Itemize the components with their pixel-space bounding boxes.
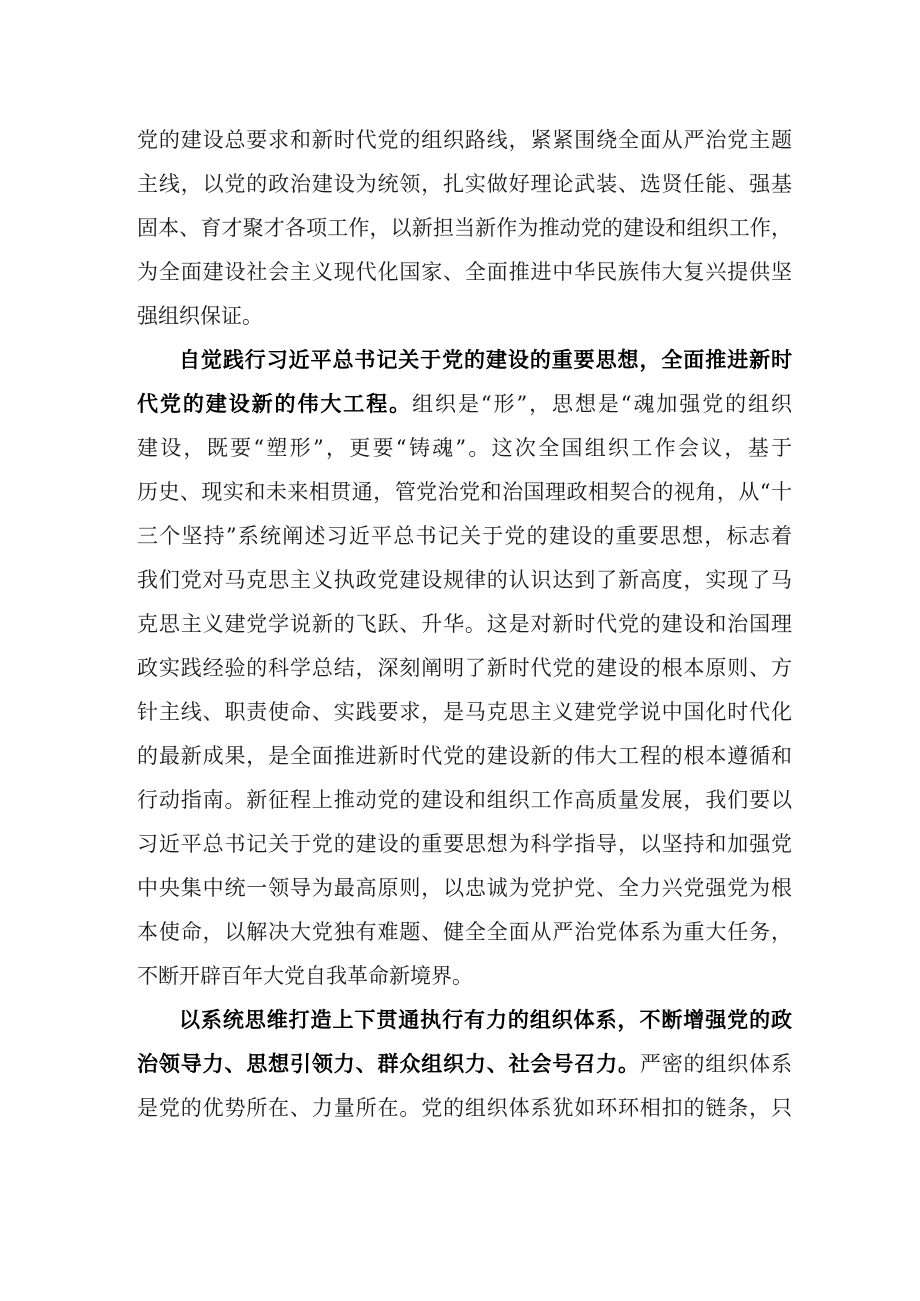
text-line: 不断开辟百年大党自我革命新境界。 <box>137 964 473 988</box>
paragraph-heading: 自觉践行习近平总书记关于党的建设的重要思想，全面推进新时 <box>179 348 792 372</box>
body-text: 组织是“形”，思想是“魂加强党的组织 <box>412 392 792 416</box>
paragraph-heading: 以系统思维打造上下贯通执行有力的组织体系，不断增强党的政 <box>179 1008 792 1032</box>
text-line: 中央集中统一领导为最高原则，以忠诚为党护党、全力兴党强党为根 <box>137 876 792 900</box>
text-line: 党的建设总要求和新时代党的组织路线，紧紧围绕全面从严治党主题 <box>137 128 792 152</box>
text-line: 本使命，以解决大党独有难题、健全全面从严治党体系为重大任务， <box>137 920 792 944</box>
text-line: 针主线、职责使命、实践要求，是马克思主义建党学说中国化时代化 <box>137 700 792 724</box>
text-line: 强组织保证。 <box>137 304 263 328</box>
text-line: 主线，以党的政治建设为统领，扎实做好理论武装、选贤任能、强基 <box>137 172 792 196</box>
paragraph-heading: 代党的建设新的伟大工程。 <box>137 392 413 416</box>
text-line: 为全面建设社会主义现代化国家、全面推进中华民族伟大复兴提供坚 <box>137 260 792 284</box>
text-line: 习近平总书记关于党的建设的重要思想为科学指导，以坚持和加强党 <box>137 832 792 856</box>
text-line: 固本、育才聚才各项工作，以新担当新作为推动党的建设和组织工作， <box>137 216 792 240</box>
paragraph-heading: 治领导力、思想引领力、群众组织力、社会号召力。 <box>137 1052 640 1076</box>
text-line: 三个坚持”系统阐述习近平总书记关于党的建设的重要思想，标志着 <box>137 524 792 548</box>
body-text: 严密的组织体系 <box>639 1052 793 1076</box>
text-line: 建设，既要“塑形”，更要“铸魂”。这次全国组织工作会议，基于 <box>137 436 792 460</box>
text-line <box>179 338 792 382</box>
text-line <box>137 1042 792 1086</box>
text-line: 是党的优势所在、力量所在。党的组织体系犹如环环相扣的链条，只 <box>137 1096 792 1120</box>
text-line: 我们党对马克思主义执政党建设规律的认识达到了新高度，实现了马 <box>137 568 792 592</box>
text-line <box>137 382 792 426</box>
text-line: 的最新成果，是全面推进新时代党的建设新的伟大工程的根本遵循和 <box>137 744 792 768</box>
text-line: 行动指南。新征程上推动党的建设和组织工作高质量发展，我们要以 <box>137 788 792 812</box>
text-line: 历史、现实和未来相贯通，管党治党和治国理政相契合的视角，从“十 <box>137 480 792 504</box>
text-line: 克思主义建党学说新的飞跃、升华。这是对新时代党的建设和治国理 <box>137 612 792 636</box>
text-line: 政实践经验的科学总结，深刻阐明了新时代党的建设的根本原则、方 <box>137 656 792 680</box>
text-line <box>179 998 792 1042</box>
